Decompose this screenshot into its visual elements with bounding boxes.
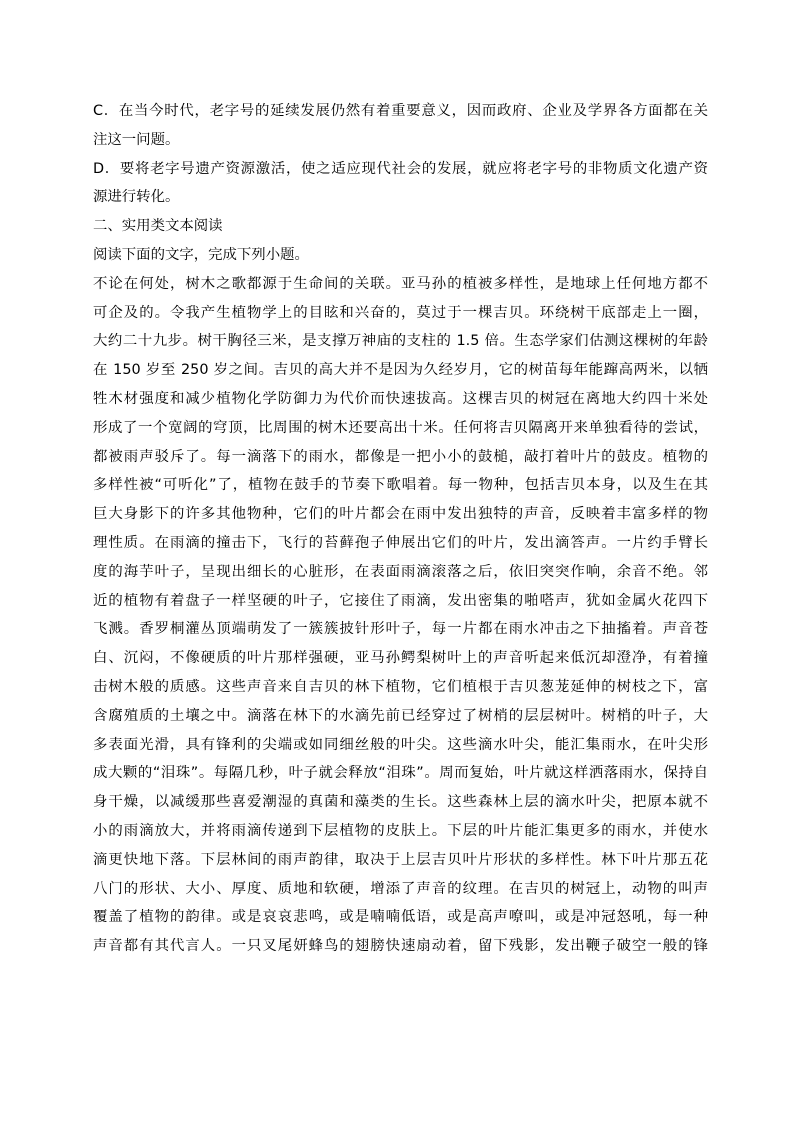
passage-line: 都被雨声驳斥了。每一滴落下的雨水，都像是一把小小的鼓槌，敲打着叶片的鼓皮。植物的 — [93, 448, 708, 465]
document-page — [93, 97, 708, 961]
section-heading: 二、实用类文本阅读 — [93, 218, 223, 235]
passage-line: 白、沉闷，不像硬质的叶片那样强硬，亚马孙鳄梨树叶上的声音听起来低沉却澄净，有着撞 — [93, 650, 708, 667]
option-c-line-1: C．在当今时代，老字号的延续发展仍然有着重要意义，因而政府、企业及学界各方面都在关 — [93, 103, 708, 119]
passage-line: 多表面光滑，具有锋利的尖端或如同细丝般的叶尖。这些滴水叶尖，能汇集雨水，在叶尖形 — [93, 736, 708, 753]
passage — [93, 270, 708, 961]
passage-line: 含腐殖质的土壤之中。滴落在林下的水滴先前已经穿过了树梢的层层树叶。树梢的叶子，大 — [93, 707, 708, 724]
passage-line: 飞溅。香罗桐灌丛顶端萌发了一簇簇披针形叶子，每一片都在雨水冲击之下抽搐着。声音苍 — [93, 621, 708, 638]
passage-line: 近的植物有着盘子一样坚硬的叶子，它接住了雨滴，发出密集的啪嗒声，犹如金属火花四下 — [93, 592, 708, 609]
option-d-line-2: 源进行转化。 — [93, 189, 180, 206]
passage-line: 滴更快地下落。下层林间的雨声韵律，取决于上层吉贝叶片形状的多样性。林下叶片那五花 — [93, 851, 708, 868]
passage-line: 声音都有其代言人。一只叉尾妍蜂鸟的翅膀快速扇动着，留下残影，发出鞭子破空一般的锋 — [93, 938, 708, 955]
passage-line: 多样性被“可听化”了，植物在鼓手的节奏下歌唱着。每一物种，包括吉贝本身，以及生在其 — [93, 477, 708, 494]
passage-line: 覆盖了植物的韵律。或是哀哀悲鸣，或是喃喃低语，或是高声嘹叫，或是冲冠怒吼，每一种 — [93, 909, 708, 926]
option-d — [93, 155, 708, 213]
passage-line: 牲木材强度和减少植物化学防御力为代价而快速拔高。这棵吉贝的树冠在离地大约四十米处 — [93, 390, 708, 407]
passage-line: 形成了一个宽阔的穹顶，比周围的树木还要高出十米。任何将吉贝隔离开来单独看待的尝试， — [93, 419, 708, 436]
instruction: 阅读下面的文字，完成下列小题。 — [93, 246, 309, 263]
passage-line: 巨大身影下的许多其他物种，它们的叶片都会在雨中发出独特的声音，反映着丰富多样的物 — [93, 506, 708, 523]
passage-line: 大约二十九步。树干胸径三米，是支撑万神庙的支柱的 1.5 倍。生态学家们估测这棵树的年龄 — [93, 333, 708, 350]
passage-line: 不论在何处，树木之歌都源于生命间的关联。亚马孙的植被多样性，是地球上任何地方都不 — [93, 275, 708, 292]
passage-line: 击树木般的质感。这些声音来自吉贝的林下植物，它们植根于吉贝葱茏延伸的树枝之下，富 — [93, 678, 708, 695]
passage-line: 身干燥，以减缓那些喜爱潮湿的真菌和藻类的生长。这些森林上层的滴水叶尖，把原本就不 — [93, 794, 708, 811]
passage-line: 度的海芋叶子，呈现出细长的心脏形，在表面雨滴滚落之后，依旧突突作响，余音不绝。邻 — [93, 563, 708, 580]
passage-line: 八门的形状、大小、厚度、质地和软硬，增添了声音的纹理。在吉贝的树冠上，动物的叫声 — [93, 880, 708, 897]
passage-line: 成大颗的“泪珠”。每隔几秒，叶子就会释放“泪珠”。周而复始，叶片就这样洒落雨水，保持自 — [93, 765, 708, 782]
passage-line: 小的雨滴放大，并将雨滴传递到下层植物的皮肤上。下层的叶片能汇集更多的雨水，并使水 — [93, 822, 708, 839]
passage-line: 理性质。在雨滴的撞击下，飞行的苔藓孢子伸展出它们的叶片，发出滴答声。一片约手臂长 — [93, 534, 708, 551]
option-c — [93, 97, 708, 155]
passage-line: 在 150 岁至 250 岁之间。吉贝的高大并不是因为久经岁月，它的树苗每年能蹿高两米，以牺 — [93, 362, 708, 379]
option-d-line-1: D．要将老字号遗产资源激活，使之适应现代社会的发展，就应将老字号的非物质文化遗产资 — [93, 160, 708, 177]
option-c-line-2: 注这一问题。 — [93, 131, 180, 148]
passage-line: 可企及的。令我产生植物学上的目眩和兴奋的，莫过于一棵吉贝。环绕树干底部走上一圈， — [93, 304, 708, 321]
